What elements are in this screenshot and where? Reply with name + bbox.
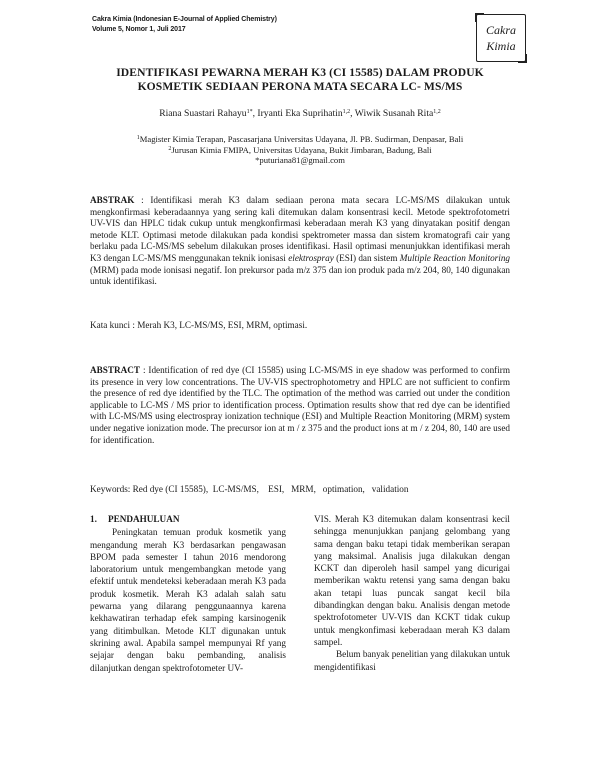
author-2-sup: 1,2: [342, 109, 351, 115]
abstrak-label: ABSTRAK: [90, 195, 135, 205]
logo-corner-top-left: [475, 13, 484, 22]
abstract-label: ABSTRACT: [90, 365, 141, 375]
author-3: , Wiwik Susanah Rita: [350, 108, 434, 119]
affiliation-1-text: Magister Kimia Terapan, Pascasarjana Universitas Udayana, Jl. PB. Sudirman, Denpasar, Bali: [139, 134, 464, 144]
abstrak-text-2: (ESI) dan sistem: [333, 252, 400, 263]
author-2: , Iryanti Eka Suprihatin: [252, 108, 343, 119]
author-1: Riana Suastari Rahayu: [159, 108, 247, 119]
affiliation-2-text: Jurusan Kimia FMIPA, Universitas Udayana, Bukit Jimbaran, Badung, Bali: [171, 144, 432, 155]
intro-paragraph-left: Peningkatan temuan produk kosmetik yang mengandung merah K3 berdasarkan pengawasan BPOM pada semester I tahun 2016 mendorong laboratorium untuk mengembangkan metode yang efektif untuk mendeteksi keberadaan merah K3 pada produk kosmetik. Merah K3 adalah salah satu pewarna yang dilarang penggunaannya karena kekhawatiran terhadap efek samping karsinogenik yang ditimbulkan. Metode KLT digunakan untuk skrining awal. Apabila sampel mempunyai Rf yang sejajar dengan baku pembanding, analisis dilanjutkan dengan spektrofotometer UV-: [90, 527, 286, 673]
journal-header: [92, 15, 277, 35]
affiliations: [90, 134, 510, 166]
affiliation-2: [90, 145, 510, 156]
logo-text-line2: Kimia: [486, 39, 516, 53]
abstract-english: [90, 365, 510, 446]
paper-title: IDENTIFIKASI PEWARNA MERAH K3 (CI 15585) DALAM PRODUK KOSMETIK SEDIAAN PERONA MATA SECARA LC- MS/MS: [116, 66, 484, 93]
affiliation-2-sup: 2: [168, 145, 172, 152]
kata-kunci: Kata kunci : Merah K3, LC-MS/MS, ESI, MRM, optimasi.: [90, 320, 308, 330]
intro-paragraph-right-2: Belum banyak penelitian yang dilakukan untuk mengidentifikasi: [314, 649, 510, 672]
author-list: [90, 108, 510, 120]
intro-paragraph-right-1: VIS. Merah K3 ditemukan dalam konsentrasi kecil sehingga menunjukkan panjang gelombang yang sama dengan baku tetapi tidak memberikan serapan yang maksimal. Analisis juga dilakukan dengan KCKT dan diperoleh hasil sampel yang dicurigai memberikan waktu retensi yang sama dengan baku akan tetapi luas puncak sangat kecil bila dibandingkan dengan baku. Analisis dengan metode spektrofotometer UV-VIS dan KCKT tidak cukup untuk mengkonfimasi keberadaan merah K3 dalam sampel.: [314, 514, 510, 647]
logo-text-line1: Cakra: [486, 23, 516, 37]
logo-corner-bottom-right: [518, 54, 527, 63]
abstract-text: : Identification of red dye (CI 15585) using LC-MS/MS in eye shadow was performed to confirm its presence in very low concentrations. The UV-VIS spectrophotometry and HPLC are not sufficient to confirm the presence of red dye identified by the TLC. The optimation of the method was carried out under the condition applicable to LC-MS / MS prior to identification process. Optimation results show that red dye can be identified with LC-MS/MS using electrospray ionization technique (ESI) and Multiple Reaction Monitoring (MRM) system under negative ionization mode. The precursor ion at m / z 375 and the product ions at m / z 204, 80, 140 are used for identification.: [90, 365, 510, 445]
column-left: [90, 513, 286, 674]
affiliation-1-sup: 1: [136, 135, 140, 141]
abstrak-italic-2: Multiple Reaction Monitoring: [399, 252, 511, 263]
author-1-sup: 1*: [246, 109, 253, 115]
abstrak-text-1: : Identifikasi merah K3 dalam sediaan perona mata secara LC-MS/MS dilakukan untuk mengkonfirmasi keberadaannya yang sering kali ditemukan dalam konsentrasi kecil. Metode spektrofotometri UV-VIS dan HPLC tidak cukup untuk mengkonfirmasi keberadaan merah K3 yang dinyatakan positif dengan metode KLT. Optimasi metode dilakukan pada kondisi spektrometer massa dan sistem kromatografi cair yang berlaku pada LC-MS/MS sebelum dilakukan proses identifikasi. Hasil optimasi menunjukkan identifikasi merah K3 dengan LC-MS/MS menggunakan teknik ionisasi: [90, 195, 510, 263]
journal-volume: Volume 5, Nomor 1, Juli 2017: [92, 26, 186, 33]
corresponding-email: *puturiana81@gmail.com: [255, 155, 345, 166]
section-number: 1.: [90, 514, 97, 524]
journal-logo: [476, 14, 526, 62]
abstrak-italic-1: elektrospray: [288, 252, 334, 263]
journal-name: Cakra Kimia (Indonesian E-Journal of Applied Chemistry): [92, 16, 277, 23]
keywords: Keywords: Red dye (CI 15585), LC-MS/MS, ESI, MRM, optimation, validation: [90, 484, 409, 494]
abstrak-text-3: (MRM) pada mode ionisasi negatif. Ion prekursor pada m/z 375 dan ion produk pada m/z 204, 80, 140 digunakan untuk identifikasi.: [90, 264, 510, 287]
section-heading: [90, 513, 286, 525]
affiliation-1: [90, 134, 510, 145]
abstrak-indonesian: [90, 195, 510, 288]
author-3-sup: 1,2: [433, 109, 441, 115]
section-title: PENDAHULUAN: [108, 514, 180, 524]
column-right: [314, 513, 510, 673]
